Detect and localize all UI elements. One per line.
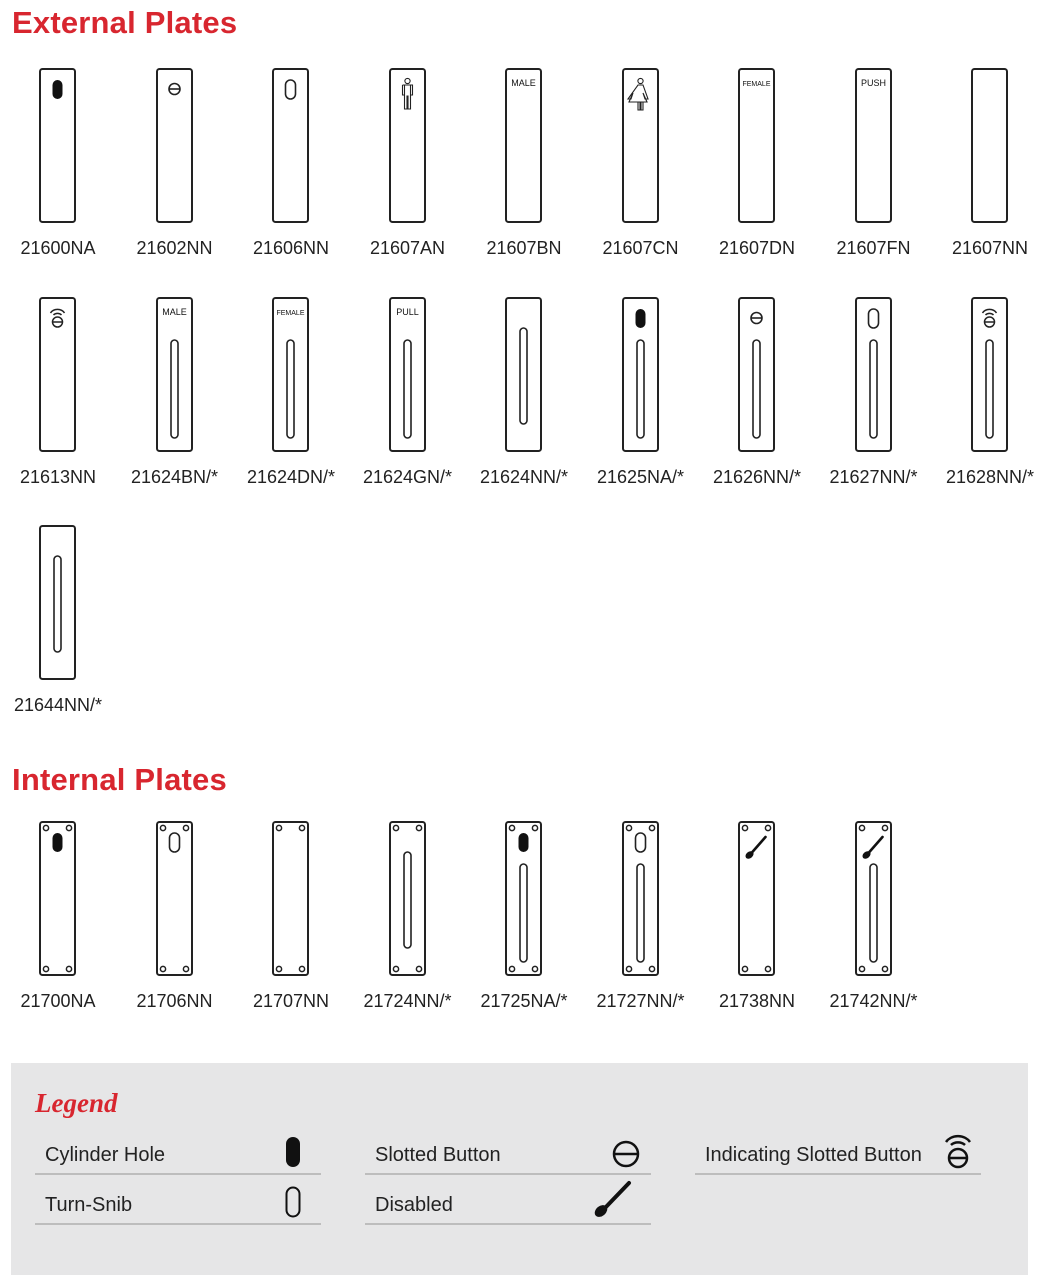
plate-code: 21727NN/* bbox=[596, 991, 685, 1011]
plate-drawing bbox=[816, 67, 932, 227]
plate-drawing bbox=[350, 296, 466, 456]
plate-outline bbox=[739, 69, 774, 222]
plate-item bbox=[699, 67, 815, 277]
plate-drawing bbox=[0, 296, 116, 456]
legend-label: Slotted Button bbox=[375, 1144, 501, 1166]
plate-code: 21613NN bbox=[19, 467, 97, 487]
plate-code: 21628NN/* bbox=[945, 467, 1035, 487]
legend-item-cylinder-hole bbox=[35, 1133, 321, 1175]
plate-sign-text: MALE bbox=[161, 307, 187, 317]
plate-code: 21725NA/* bbox=[480, 991, 568, 1011]
plate-drawing bbox=[0, 67, 116, 227]
plate-outline bbox=[972, 298, 1007, 451]
plate-drawing bbox=[233, 67, 349, 227]
plate-outline bbox=[390, 298, 425, 451]
legend-label: Disabled bbox=[375, 1194, 453, 1216]
plate-outline bbox=[506, 298, 541, 451]
plate-outline bbox=[40, 526, 75, 679]
plate-code: 21606NN bbox=[252, 238, 330, 258]
plate-item bbox=[350, 296, 466, 506]
plate-drawing bbox=[0, 524, 116, 684]
legend-title: Legend bbox=[35, 1088, 118, 1118]
plate-item bbox=[117, 67, 233, 277]
plate-code: 21707NN bbox=[252, 991, 330, 1011]
plate-drawing bbox=[233, 296, 349, 456]
plate-outline bbox=[390, 822, 425, 975]
plate-item bbox=[0, 296, 116, 506]
plate-outline bbox=[856, 69, 891, 222]
plate-outline bbox=[157, 69, 192, 222]
internal-plates-heading: Internal Plates bbox=[12, 762, 227, 797]
plate-outline bbox=[273, 822, 308, 975]
plate-code: 21607FN bbox=[836, 238, 911, 258]
plate-code: 21624DN/* bbox=[246, 467, 336, 487]
plate-sign-text: FEMALE bbox=[276, 310, 305, 317]
plate-drawing bbox=[932, 296, 1041, 456]
plate-outline bbox=[390, 69, 425, 222]
plate-drawing bbox=[117, 296, 233, 456]
plate-item bbox=[0, 524, 116, 734]
cylinder-hole-icon bbox=[519, 833, 529, 852]
plate-drawing bbox=[932, 67, 1041, 227]
plate-outline bbox=[506, 69, 541, 222]
plate-outline bbox=[856, 822, 891, 975]
plate-code: 21624NN/* bbox=[479, 467, 569, 487]
plate-item bbox=[816, 820, 932, 1030]
legend-item-indicating-slotted-button bbox=[695, 1133, 981, 1175]
plate-sign-text: PULL bbox=[395, 307, 419, 317]
plate-item bbox=[117, 296, 233, 506]
plate-drawing bbox=[699, 820, 815, 980]
plate-item bbox=[466, 296, 582, 506]
plate-drawing bbox=[466, 67, 582, 227]
plate-item bbox=[0, 67, 116, 277]
plate-item bbox=[466, 67, 582, 277]
plate-code: 21700NA bbox=[20, 991, 96, 1011]
disabled-icon bbox=[593, 1179, 633, 1219]
plate-sign-text: MALE bbox=[511, 78, 536, 88]
plate-item bbox=[350, 67, 466, 277]
external-plates-heading: External Plates bbox=[12, 5, 238, 40]
plate-item bbox=[233, 67, 349, 277]
cylinder-hole-icon bbox=[53, 80, 63, 99]
plate-item bbox=[816, 296, 932, 506]
plate-drawing bbox=[117, 820, 233, 980]
plate-code: 21607NN bbox=[951, 238, 1029, 258]
plate-drawing bbox=[466, 296, 582, 456]
plate-outline bbox=[739, 298, 774, 451]
plate-outline bbox=[623, 69, 658, 222]
plate-drawing bbox=[233, 820, 349, 980]
plate-code: 21607AN bbox=[369, 238, 446, 258]
plate-drawing bbox=[0, 820, 116, 980]
plate-item bbox=[699, 820, 815, 1030]
plate-code: 21600NA bbox=[20, 238, 96, 258]
plate-outline bbox=[273, 298, 308, 451]
plate-code: 21624GN/* bbox=[362, 467, 453, 487]
plate-drawing bbox=[583, 296, 699, 456]
plate-code: 21627NN/* bbox=[829, 467, 918, 487]
plate-drawing bbox=[699, 67, 815, 227]
plate-outline bbox=[623, 822, 658, 975]
legend-item-turn-snib bbox=[35, 1183, 321, 1225]
plate-outline bbox=[273, 69, 308, 222]
cylinder-hole-icon bbox=[283, 1135, 303, 1169]
plate-item bbox=[932, 296, 1041, 506]
plate-item bbox=[816, 67, 932, 277]
plate-code: 21602NN bbox=[136, 238, 213, 258]
plate-drawing bbox=[117, 67, 233, 227]
legend-panel bbox=[11, 1063, 1028, 1275]
plate-outline bbox=[739, 822, 774, 975]
plate-code: 21738NN bbox=[718, 991, 796, 1011]
legend-item-slotted-button bbox=[365, 1133, 651, 1175]
plate-drawing bbox=[466, 820, 582, 980]
plate-item bbox=[932, 67, 1041, 277]
plate-item bbox=[117, 820, 233, 1030]
plate-drawing bbox=[350, 67, 466, 227]
plate-item bbox=[583, 67, 699, 277]
plate-code: 21625NA/* bbox=[596, 467, 685, 487]
plate-code: 21644NN/* bbox=[13, 695, 103, 715]
plate-code: 21724NN/* bbox=[363, 991, 452, 1011]
legend-item-disabled bbox=[365, 1183, 651, 1225]
plate-drawing bbox=[350, 820, 466, 980]
plate-item bbox=[699, 296, 815, 506]
plate-code: 21624BN/* bbox=[130, 467, 219, 487]
plate-code: 21742NN/* bbox=[829, 991, 918, 1011]
plate-item bbox=[466, 820, 582, 1030]
plate-drawing bbox=[583, 820, 699, 980]
cylinder-hole-icon bbox=[635, 309, 645, 328]
plate-drawing bbox=[816, 820, 932, 980]
legend-label: Indicating Slotted Button bbox=[705, 1144, 922, 1166]
plate-code: 21607DN bbox=[718, 238, 796, 258]
plate-sign-text: PUSH bbox=[860, 78, 886, 88]
plate-drawing bbox=[583, 67, 699, 227]
plate-outline bbox=[972, 69, 1007, 222]
plate-outline bbox=[157, 298, 192, 451]
plate-outline bbox=[856, 298, 891, 451]
slotted-button-icon bbox=[611, 1139, 641, 1169]
plate-item bbox=[0, 820, 116, 1030]
plate-code: 21607CN bbox=[602, 238, 679, 258]
plate-item bbox=[583, 296, 699, 506]
legend-label: Cylinder Hole bbox=[45, 1144, 166, 1166]
turn-snib-icon bbox=[283, 1185, 303, 1219]
plate-outline bbox=[40, 298, 75, 451]
plate-outline bbox=[157, 822, 192, 975]
plate-drawing bbox=[699, 296, 815, 456]
cylinder-hole-icon bbox=[53, 833, 63, 852]
plate-item bbox=[233, 296, 349, 506]
plate-item bbox=[350, 820, 466, 1030]
plate-code: 21706NN bbox=[136, 991, 213, 1011]
plate-code: 21607BN bbox=[486, 238, 562, 258]
plate-item bbox=[583, 820, 699, 1030]
plate-drawing bbox=[816, 296, 932, 456]
plate-code: 21626NN/* bbox=[712, 467, 802, 487]
indicating-slotted-button-icon bbox=[943, 1131, 973, 1169]
plate-item bbox=[233, 820, 349, 1030]
plate-sign-text: FEMALE bbox=[742, 81, 771, 88]
legend-label: Turn-Snib bbox=[45, 1194, 133, 1216]
